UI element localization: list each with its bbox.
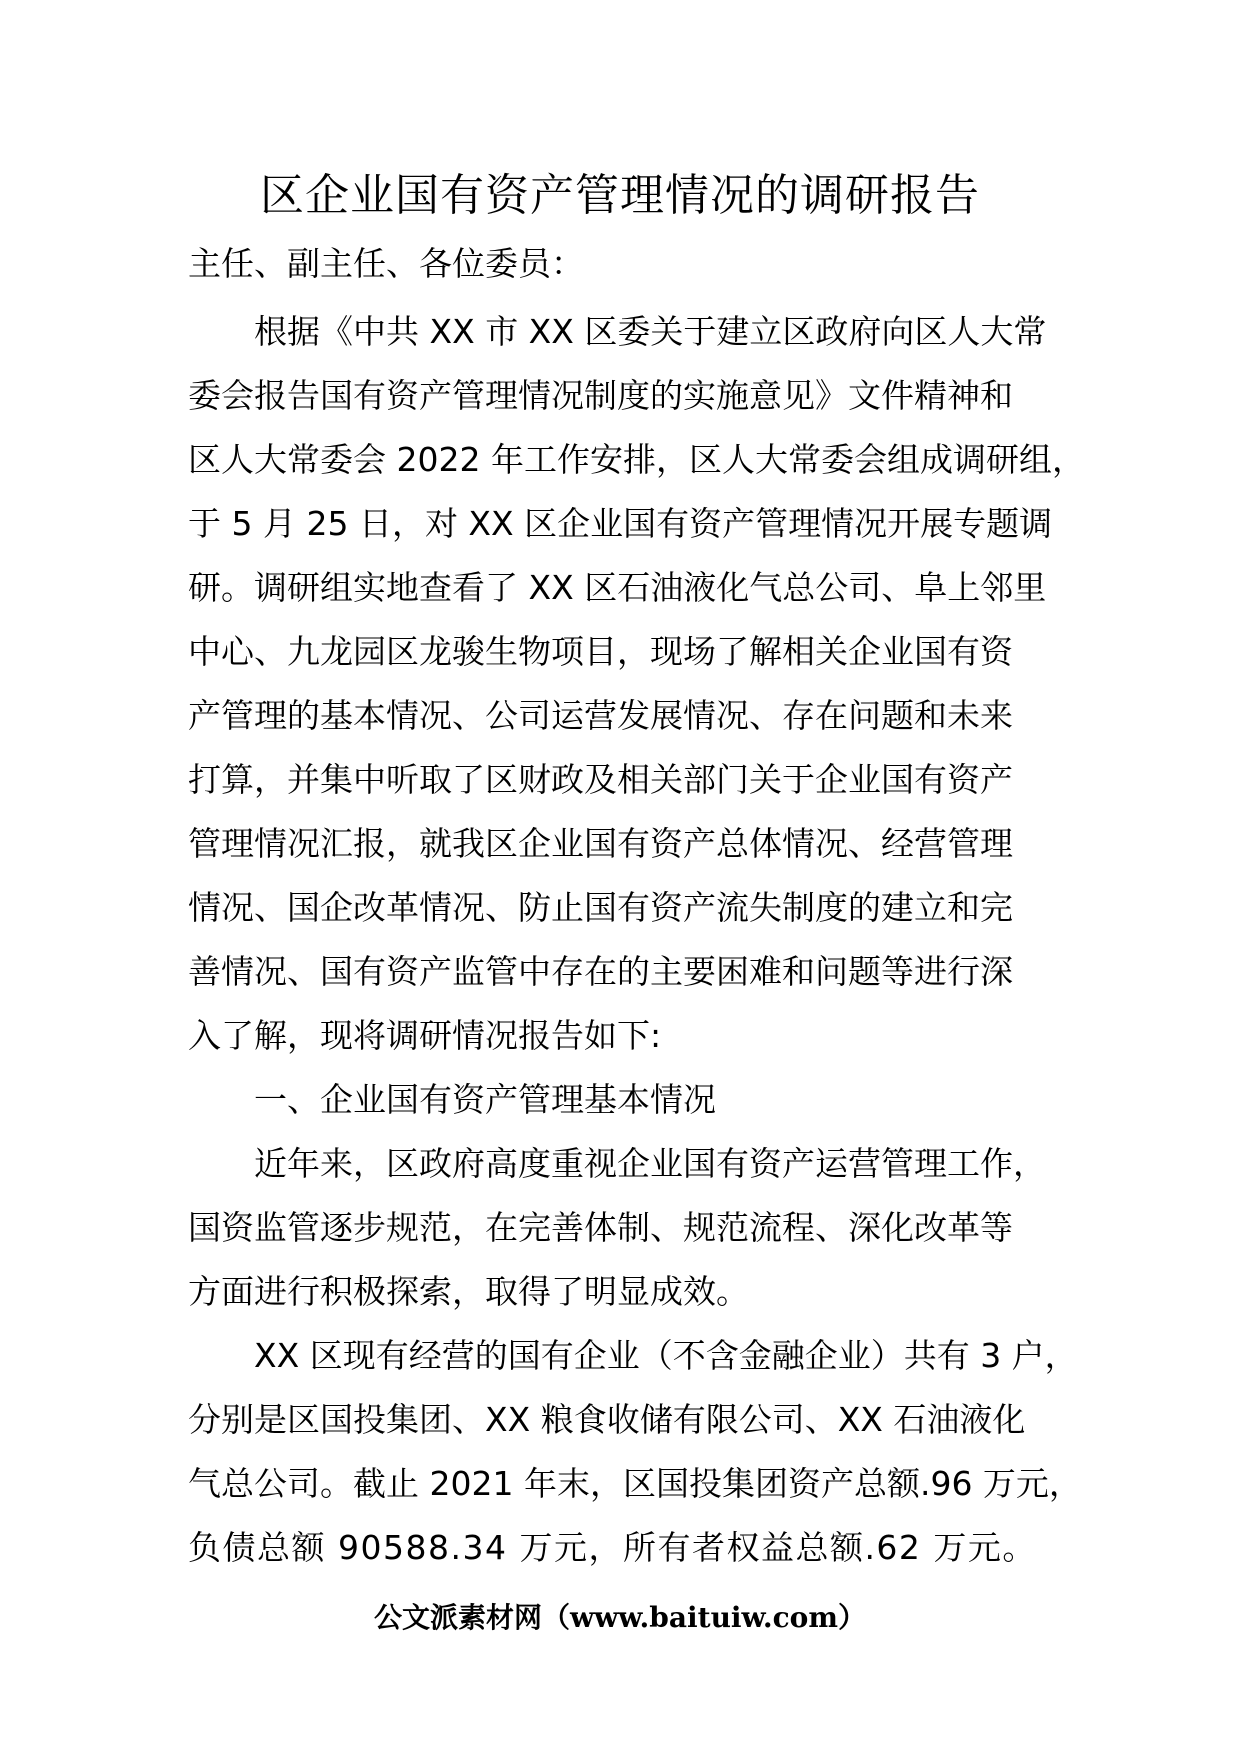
- paragraph-line: 打算，并集中听取了区财政及相关部门关于企业国有资产: [188, 760, 1013, 799]
- paragraph-line: 气总公司。截止 2021 年末，区国投集团资产总额.96 万元，: [188, 1464, 1082, 1503]
- paragraph-line: 研。调研组实地查看了 XX 区石油液化气总公司、阜上邻里: [188, 568, 1047, 607]
- paragraph-line: 分别是区国投集团、XX 粮食收储有限公司、XX 石油液化: [188, 1400, 1026, 1439]
- paragraph-line: 中心、九龙园区龙骏生物项目，现场了解相关企业国有资: [188, 632, 1013, 671]
- paragraph-line: 产管理的基本情况、公司运营发展情况、存在问题和未来: [188, 696, 1013, 735]
- paragraph-line: 善情况、国有资产监管中存在的主要困难和问题等进行深: [188, 952, 1013, 991]
- footer-source: 公文派素材网（www.baituiw.com）: [374, 1601, 866, 1634]
- salutation: 主任、副主任、各位委员：: [188, 244, 584, 283]
- paragraph-line: XX 区现有经营的国有企业（不含金融企业）共有 3 户，: [254, 1336, 1078, 1375]
- document-title: 区企业国有资产管理情况的调研报告: [260, 170, 980, 221]
- paragraph-line: 情况、国企改革情况、防止国有资产流失制度的建立和完: [188, 888, 1013, 927]
- paragraph-line: 区人大常委会 2022 年工作安排，区人大常委会组成调研组，: [188, 440, 1085, 479]
- paragraph-line: 方面进行积极探索，取得了明显成效。: [188, 1272, 749, 1311]
- document-body: [188, 300, 1088, 1580]
- paragraph-line: 根据《中共 XX 市 XX 区委关于建立区政府向区人大常: [254, 312, 1047, 351]
- section-heading: 一、企业国有资产管理基本情况: [254, 1080, 716, 1119]
- paragraph-line: 委会报告国有资产管理情况制度的实施意见》文件精神和: [188, 376, 1013, 415]
- paragraph-line: 管理情况汇报，就我区企业国有资产总体情况、经营管理: [188, 824, 1013, 863]
- paragraph-line: 负债总额 90588.34 万元，所有者权益总额.62 万元。: [188, 1528, 1037, 1567]
- paragraph-line: 近年来，区政府高度重视企业国有资产运营管理工作，: [254, 1144, 1046, 1183]
- paragraph-line: 国资监管逐步规范，在完善体制、规范流程、深化改革等: [188, 1208, 1013, 1247]
- paragraph-line: 于 5 月 25 日，对 XX 区企业国有资产管理情况开展专题调: [188, 504, 1053, 543]
- paragraph-line: 入了解，现将调研情况报告如下:: [188, 1016, 662, 1055]
